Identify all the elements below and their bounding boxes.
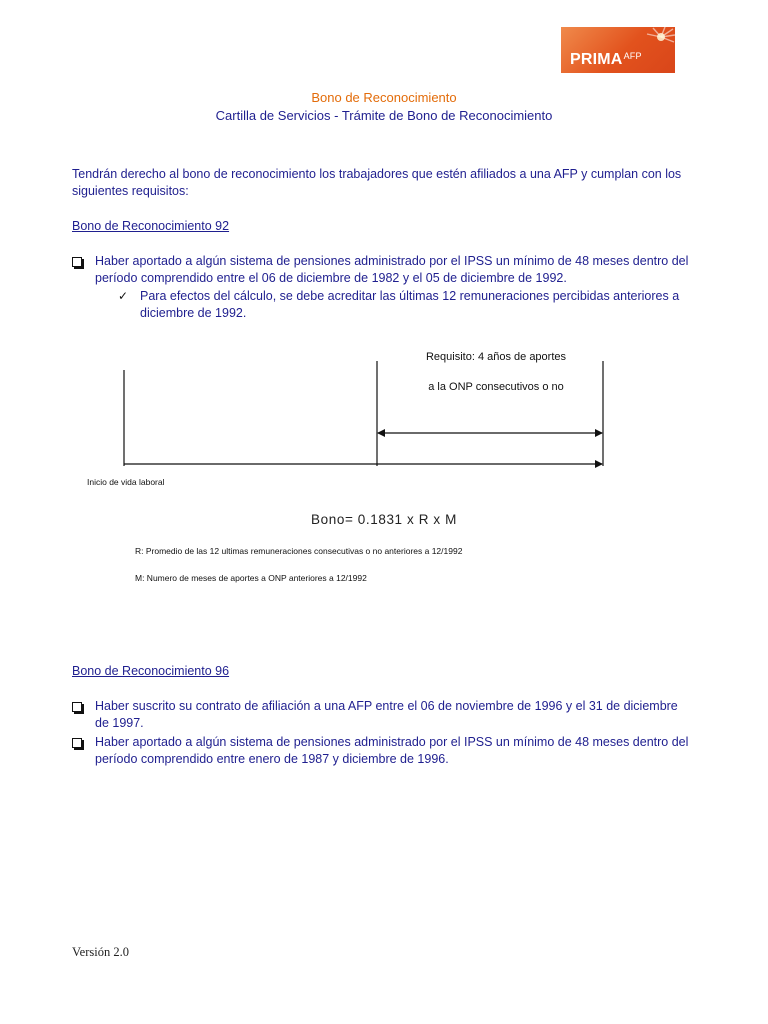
prima-afp-logo [561,27,675,73]
list-item-text: Haber suscrito su contrato de afiliación a una AFP entre el 06 de noviembre de 1996 y el 31 de diciembre de 1997. [95,699,678,730]
list-item [72,698,692,732]
timeline-diagram [110,355,620,480]
intro-paragraph: Tendrán derecho al bono de reconocimiento los trabajadores que estén afiliados a una AFP y cumplan con los siguientes requisitos: [72,167,682,198]
formula: Bono= 0.1831 x R x M [311,512,457,527]
checkbox-bullet-icon [72,702,82,712]
requirement-label-line2: a la ONP consecutivos o no [428,381,564,393]
list-item-text: Para efectos del cálculo, se debe acreditar las últimas 12 remuneraciones percibidas anteriores a diciembre de 1992. [140,289,680,320]
section-heading-96: Bono de Reconocimiento 96 [72,664,230,678]
list-item [72,734,692,768]
checkbox-bullet-icon [72,257,82,267]
checkmark-icon: ✓ [118,289,129,303]
version-label: Versión 2.0 [72,945,129,959]
list-item-text: Haber aportado a algún sistema de pensiones administrado por el IPSS un mínimo de 48 meses dentro del período comprendido entre el 06 de diciembre de 1982 y el 05 de diciembre de 1992. [95,254,689,285]
start-label: Inicio de vida laboral [87,477,165,487]
formula-m-definition: M: Numero de meses de aportes a ONP anteriores a 12/1992 [135,573,367,583]
page-subtitle: Cartilla de Servicios - Trámite de Bono de Reconocimiento [215,108,553,123]
list-item [72,253,692,287]
requirement-label-line1: Requisito: 4 años de aportes [425,351,567,363]
section-heading-92: Bono de Reconocimiento 92 [72,219,230,233]
page-title: Bono de Reconocimiento [311,90,457,105]
list-item-text: Haber aportado a algún sistema de pensiones administrado por el IPSS un mínimo de 48 meses dentro del período comprendido entre enero de 1987 y diciembre de 1996. [95,735,689,766]
logo-wordmark: $PRIMA^{AFP}$ [570,51,642,68]
list-item-check [118,288,688,322]
checkbox-bullet-icon [72,738,82,748]
formula-r-definition: R: Promedio de las 12 ultimas remuneraciones consecutivas o no anteriores a 12/1992 [135,546,463,556]
